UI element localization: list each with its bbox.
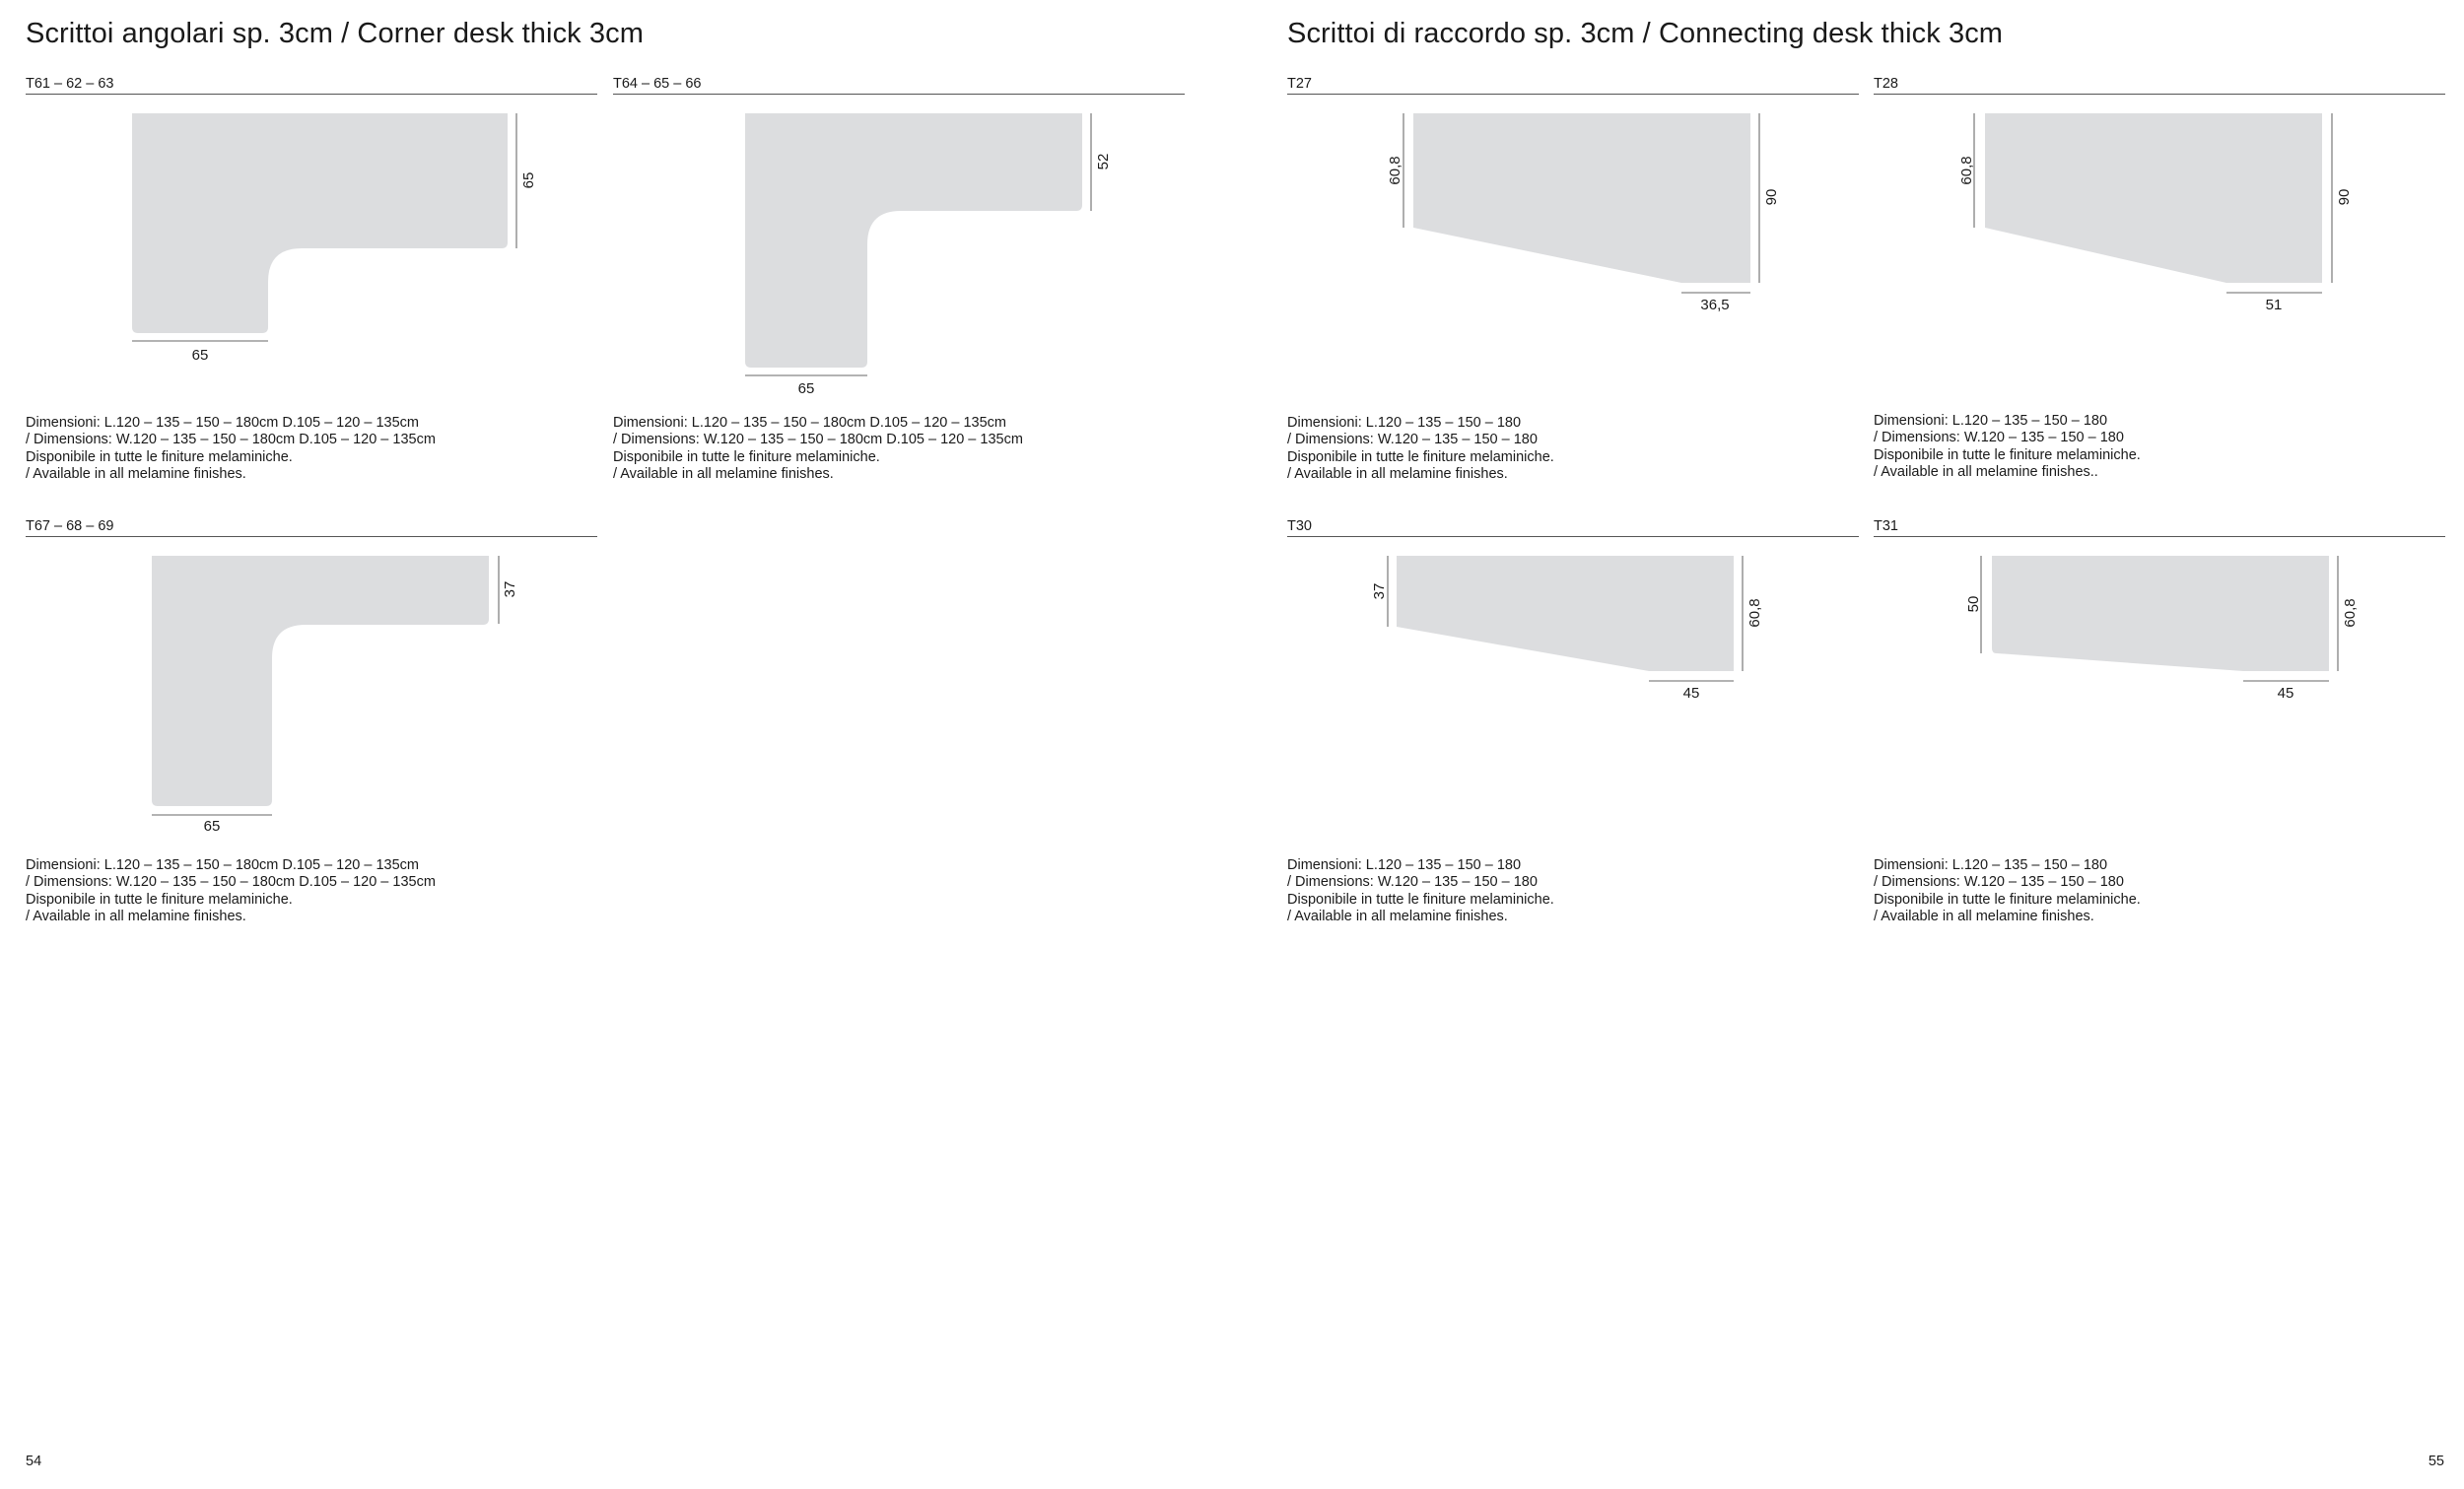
dim-label-t61-depth: 65 — [520, 171, 537, 189]
description-line: / Available in all melamine finishes.. — [1874, 464, 2098, 481]
desk-shape-t61 — [132, 113, 508, 333]
description-line: / Dimensions: W.120 – 135 – 150 – 180 — [1287, 432, 1538, 448]
dim-label-t30-right: 60,8 — [1746, 598, 1763, 628]
description-t61 — [26, 415, 436, 484]
description-line: Disponibile in tutte le finiture melaminiche. — [1874, 446, 2141, 463]
description-t30 — [1287, 857, 1554, 926]
description-line: Disponibile in tutte le finiture melaminiche. — [613, 448, 880, 465]
desk-shape-t27 — [1413, 113, 1750, 283]
description-line: Disponibile in tutte le finiture melaminiche. — [26, 448, 293, 465]
description-t28 — [1874, 413, 2141, 482]
description-line: Dimensioni: L.120 – 135 – 150 – 180 — [1287, 415, 1522, 431]
desk-shape-t31 — [1992, 556, 2329, 671]
description-t27 — [1287, 415, 1554, 484]
dim-label-t31-right: 60,8 — [2342, 598, 2359, 628]
description-line: Disponibile in tutte le finiture melaminiche. — [1287, 891, 1554, 908]
description-line: / Available in all melamine finishes. — [613, 466, 834, 483]
dim-label-t64-depth: 52 — [1095, 153, 1112, 170]
section-divider — [26, 94, 597, 95]
product-code-t31: T31 — [1874, 518, 1898, 534]
description-line: / Available in all melamine finishes. — [1874, 909, 2094, 925]
description-line: Disponibile in tutte le finiture melaminiche. — [1287, 448, 1554, 465]
description-t67 — [26, 857, 436, 926]
description-line: / Available in all melamine finishes. — [1287, 909, 1508, 925]
description-line: / Available in all melamine finishes. — [26, 909, 246, 925]
section-divider — [1287, 536, 1859, 537]
product-code-t28: T28 — [1874, 76, 1898, 92]
desk-shape-t30 — [1397, 556, 1734, 671]
description-line: / Dimensions: W.120 – 135 – 150 – 180 — [1874, 874, 2124, 891]
description-t64 — [613, 415, 1023, 484]
drawing-t61 — [132, 113, 537, 364]
section-divider — [1874, 536, 2445, 537]
description-line: Disponibile in tutte le finiture melaminiche. — [26, 891, 293, 908]
desk-shape-t28 — [1985, 113, 2322, 283]
description-line: / Dimensions: W.120 – 135 – 150 – 180cm D.105 – 120 – 135cm — [26, 874, 436, 891]
page-number-left: 54 — [26, 1454, 42, 1469]
description-line: Dimensioni: L.120 – 135 – 150 – 180 — [1287, 857, 1522, 873]
dim-label-t28-left: 60,8 — [1958, 156, 1975, 185]
drawing-t31 — [1965, 556, 2359, 702]
description-line: / Dimensions: W.120 – 135 – 150 – 180 — [1287, 874, 1538, 891]
dim-label-t31-bottom: 45 — [2277, 685, 2294, 702]
drawing-t67 — [152, 556, 518, 835]
page-number-right: 55 — [2428, 1454, 2444, 1469]
product-code-t64: T64 – 65 – 66 — [613, 76, 702, 92]
dim-label-t27-right: 90 — [1763, 188, 1780, 206]
product-code-t61: T61 – 62 – 63 — [26, 76, 114, 92]
description-line: / Dimensions: W.120 – 135 – 150 – 180cm D.105 – 120 – 135cm — [613, 432, 1023, 448]
left-page-title: Scrittoi angolari sp. 3cm / Corner desk thick 3cm — [26, 18, 645, 49]
section-divider — [613, 94, 1185, 95]
dim-label-t67-width: 65 — [203, 818, 221, 835]
drawing-t28 — [1958, 113, 2353, 313]
description-line: Disponibile in tutte le finiture melaminiche. — [1874, 891, 2141, 908]
description-line: Dimensioni: L.120 – 135 – 150 – 180 — [1874, 857, 2108, 873]
dim-label-t27-left: 60,8 — [1387, 156, 1403, 185]
section-divider — [1874, 94, 2445, 95]
right-page-title: Scrittoi di raccordo sp. 3cm / Connecting desk thick 3cm — [1287, 18, 2004, 49]
description-line: / Dimensions: W.120 – 135 – 150 – 180 — [1874, 430, 2124, 446]
description-line: / Available in all melamine finishes. — [26, 466, 246, 483]
description-line: Dimensioni: L.120 – 135 – 150 – 180 — [1874, 413, 2108, 429]
section-divider — [26, 536, 597, 537]
dim-label-t64-width: 65 — [797, 380, 815, 397]
desk-shape-t67 — [152, 556, 489, 806]
dim-label-t30-left: 37 — [1371, 582, 1388, 600]
desk-shape-t64 — [745, 113, 1082, 368]
section-divider — [1287, 94, 1859, 95]
description-line: Dimensioni: L.120 – 135 – 150 – 180cm D.105 – 120 – 135cm — [613, 415, 1007, 431]
dim-label-t61-width: 65 — [191, 347, 209, 364]
dim-label-t28-bottom: 51 — [2265, 297, 2283, 313]
drawing-t27 — [1387, 113, 1780, 313]
description-line: / Dimensions: W.120 – 135 – 150 – 180cm D.105 – 120 – 135cm — [26, 432, 436, 448]
description-line: Dimensioni: L.120 – 135 – 150 – 180cm D.105 – 120 – 135cm — [26, 857, 420, 873]
description-line: / Available in all melamine finishes. — [1287, 466, 1508, 483]
drawing-t30 — [1371, 556, 1763, 702]
description-line: Dimensioni: L.120 – 135 – 150 – 180cm D.105 – 120 – 135cm — [26, 415, 420, 431]
dim-label-t27-bottom: 36,5 — [1700, 297, 1730, 313]
dim-label-t28-right: 90 — [2336, 188, 2353, 206]
product-code-t27: T27 — [1287, 76, 1312, 92]
dim-label-t30-bottom: 45 — [1682, 685, 1700, 702]
product-code-t67: T67 – 68 – 69 — [26, 518, 114, 534]
dim-label-t67-depth: 37 — [502, 580, 518, 598]
product-code-t30: T30 — [1287, 518, 1312, 534]
description-t31 — [1874, 857, 2141, 926]
dim-label-t31-left: 50 — [1965, 595, 1982, 613]
drawing-t64 — [745, 113, 1112, 397]
